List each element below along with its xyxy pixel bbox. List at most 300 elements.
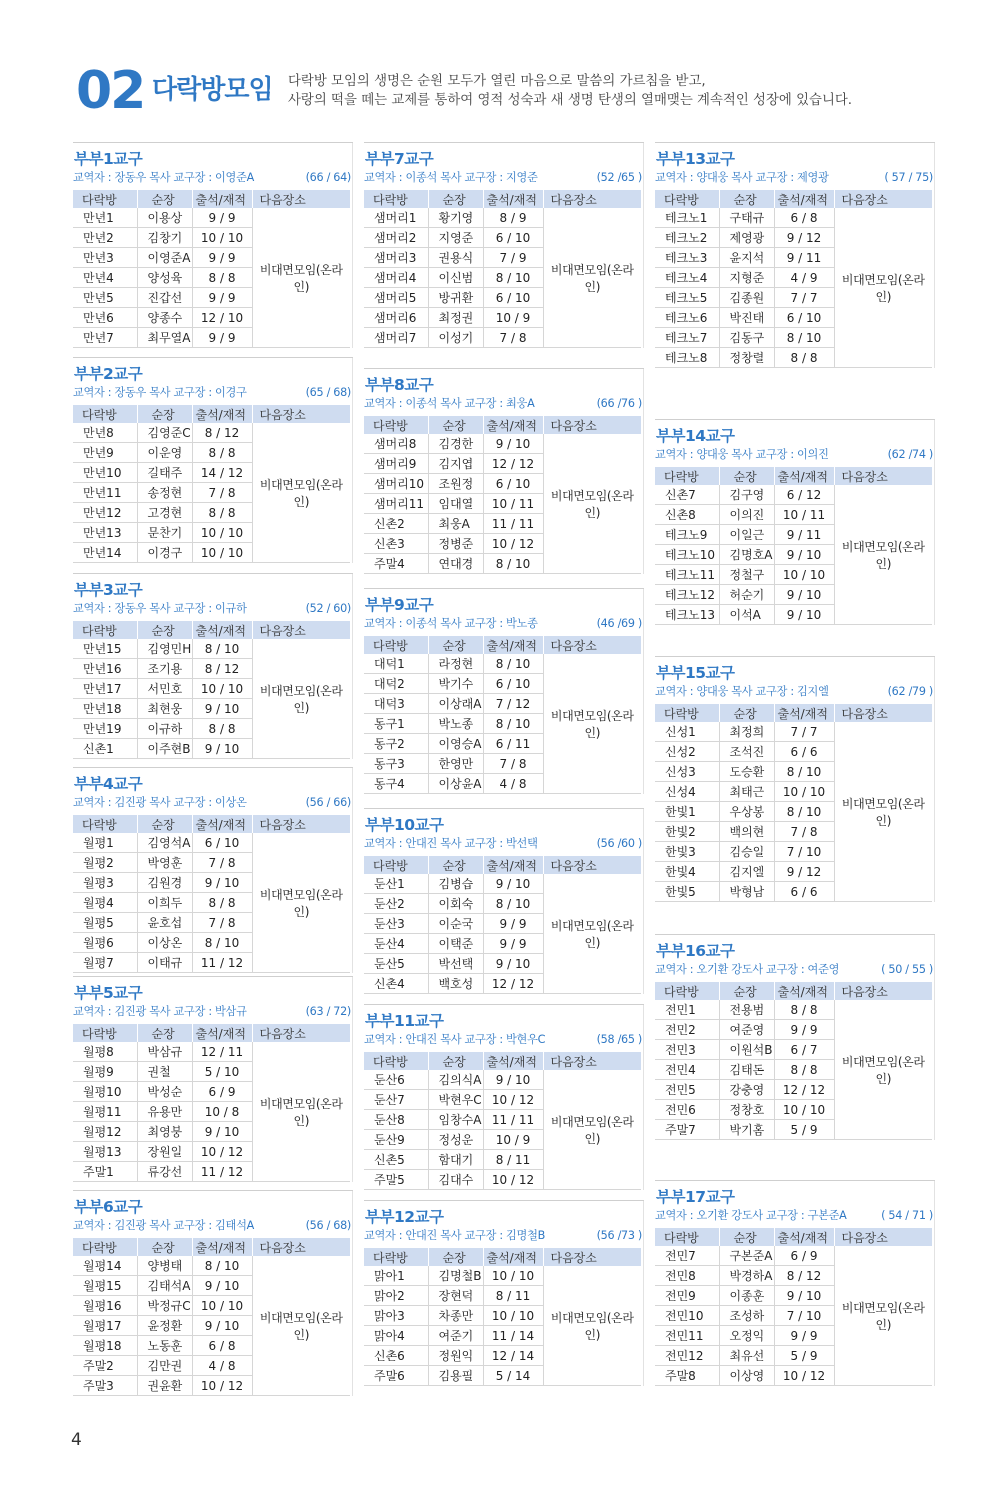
cell-attendance: 9 / 10: [483, 954, 543, 974]
cell-darakbang: 신촌3: [364, 534, 428, 554]
cell-leader: 김지엘: [719, 862, 774, 882]
header-darakbang: 다락방: [364, 636, 428, 654]
header-attendance: 출석/재적: [192, 1238, 252, 1256]
cell-darakbang: 동구3: [364, 754, 428, 774]
cell-darakbang: 한빛2: [655, 822, 719, 842]
cell-leader: 박정규C: [137, 1296, 192, 1316]
cell-darakbang: 전민4: [655, 1060, 719, 1080]
cell-attendance: 9 / 9: [483, 934, 543, 954]
header-darakbang: 다락방: [364, 190, 428, 208]
cell-attendance: 7 / 8: [192, 483, 252, 503]
cell-leader: 백의현: [719, 822, 774, 842]
cell-leader: 김명철B: [428, 1266, 483, 1286]
table-header-row: [364, 636, 641, 654]
cell-attendance: 12 / 10: [192, 308, 252, 328]
cell-darakbang: 만년8: [73, 423, 137, 443]
cell-leader: 최태근: [719, 782, 774, 802]
district-count: (63 / 72): [305, 1005, 351, 1018]
district-block: [73, 357, 353, 563]
cell-leader: 권용식: [428, 248, 483, 268]
header-place: 다음장소: [543, 1248, 641, 1266]
cell-attendance: 6 / 9: [774, 1246, 834, 1266]
district-staff: 교역자 : 장동우 목사 교구장 : 이영준A: [73, 171, 254, 184]
district-count: (56 / 68): [305, 1219, 351, 1232]
district-meta: [655, 446, 935, 463]
table-row: [364, 1070, 641, 1090]
cell-darakbang: 둔산8: [364, 1110, 428, 1130]
cell-darakbang: 샘머리9: [364, 454, 428, 474]
table-header-row: [364, 1248, 641, 1266]
cell-attendance: 10 / 10: [774, 782, 834, 802]
district-staff: 교역자 : 이종석 목사 교구장 : 지영준: [364, 171, 538, 184]
cell-darakbang: 만년2: [73, 228, 137, 248]
cell-attendance: 8 / 10: [774, 328, 834, 348]
cell-darakbang: 월평16: [73, 1296, 137, 1316]
cell-leader: 이영준A: [137, 248, 192, 268]
district-staff: 교역자 : 양대웅 목사 교구장 : 김지엘: [655, 685, 829, 698]
cell-darakbang: 만년15: [73, 639, 137, 659]
section-header: [76, 60, 956, 130]
table-row: [73, 639, 350, 659]
header-place: 다음장소: [252, 405, 350, 423]
cell-leader: 정원익: [428, 1346, 483, 1366]
cell-darakbang: 샘머리2: [364, 228, 428, 248]
cell-attendance: 14 / 12: [192, 463, 252, 483]
header-darakbang: 다락방: [364, 1052, 428, 1070]
header-attendance: 출석/재적: [483, 1248, 543, 1266]
cell-darakbang: 전민1: [655, 1000, 719, 1020]
cell-darakbang: 둔산6: [364, 1070, 428, 1090]
cell-darakbang: 동구4: [364, 774, 428, 794]
cell-attendance: 9 / 10: [483, 1070, 543, 1090]
header-darakbang: 다락방: [655, 982, 719, 1000]
cell-leader: 구태규: [719, 208, 774, 228]
cell-attendance: 6 / 10: [483, 474, 543, 494]
cell-leader: 김용필: [428, 1366, 483, 1386]
district-count: ( 54 / 71 ): [881, 1209, 933, 1222]
header-place: 다음장소: [252, 1024, 350, 1042]
cell-leader: 이의진: [719, 505, 774, 525]
header-leader: 순장: [137, 405, 192, 423]
cell-leader: 전용범: [719, 1000, 774, 1020]
cell-place: 비대면모임(온라인): [252, 1256, 350, 1396]
district-table: [364, 856, 642, 994]
cell-attendance: 6 / 10: [483, 674, 543, 694]
header-leader: 순장: [137, 621, 192, 639]
cell-leader: 정성운: [428, 1130, 483, 1150]
table-row: [655, 1000, 932, 1020]
header-leader: 순장: [137, 1024, 192, 1042]
cell-attendance: 10 / 12: [483, 534, 543, 554]
cell-place: 비대면모임(온라인): [252, 833, 350, 973]
header-leader: 순장: [428, 190, 483, 208]
cell-leader: 이상윤A: [428, 774, 483, 794]
district-table: [73, 1238, 351, 1396]
header-leader: 순장: [428, 416, 483, 434]
cell-leader: 류강선: [137, 1162, 192, 1182]
cell-attendance: 8 / 8: [192, 503, 252, 523]
header-place: 다음장소: [543, 1052, 641, 1070]
district-meta: [364, 1227, 644, 1244]
header-place: 다음장소: [543, 416, 641, 434]
cell-leader: 김동구: [719, 328, 774, 348]
cell-leader: 이상래A: [428, 694, 483, 714]
cell-attendance: 4 / 8: [483, 774, 543, 794]
header-place: 다음장소: [834, 1228, 932, 1246]
cell-leader: 김태석A: [137, 1276, 192, 1296]
cell-darakbang: 만년14: [73, 543, 137, 563]
header-leader: 순장: [719, 467, 774, 485]
cell-darakbang: 주말1: [73, 1162, 137, 1182]
cell-darakbang: 월평13: [73, 1142, 137, 1162]
district-table: [73, 1024, 351, 1182]
cell-darakbang: 맑아4: [364, 1326, 428, 1346]
district-title: 부부1교구: [74, 150, 143, 168]
cell-attendance: 12 / 14: [483, 1346, 543, 1366]
cell-place: 비대면모임(온라인): [252, 639, 350, 759]
cell-leader: 박진태: [719, 308, 774, 328]
cell-place: 비대면모임(온라인): [834, 485, 932, 625]
header-attendance: 출석/재적: [483, 1052, 543, 1070]
cell-attendance: 10 / 10: [774, 1100, 834, 1120]
table-row: [364, 1266, 641, 1286]
cell-leader: 김원경: [137, 873, 192, 893]
district-title: 부부15교구: [656, 664, 735, 682]
cell-leader: 최영붕: [137, 1122, 192, 1142]
district-block: [364, 808, 644, 994]
table-header-row: [364, 1052, 641, 1070]
district-title: 부부12교구: [365, 1208, 444, 1226]
district-staff: 교역자 : 이종석 목사 교구장 : 최웅A: [364, 397, 535, 410]
cell-darakbang: 대덕2: [364, 674, 428, 694]
cell-leader: 노동훈: [137, 1336, 192, 1356]
table-header-row: [655, 982, 932, 1000]
table-header-row: [655, 190, 932, 208]
cell-leader: 박노종: [428, 714, 483, 734]
cell-darakbang: 월평18: [73, 1336, 137, 1356]
district-title: 부부5교구: [74, 984, 143, 1002]
cell-leader: 양병태: [137, 1256, 192, 1276]
district-count: (62 /74 ): [887, 448, 933, 461]
district-table: [655, 982, 933, 1140]
cell-darakbang: 만년19: [73, 719, 137, 739]
cell-leader: 임대열: [428, 494, 483, 514]
cell-attendance: 10 / 10: [774, 565, 834, 585]
header-place: 다음장소: [543, 190, 641, 208]
cell-leader: 윤지석: [719, 248, 774, 268]
cell-leader: 조성하: [719, 1306, 774, 1326]
header-attendance: 출석/재적: [192, 1024, 252, 1042]
cell-leader: 이규하: [137, 719, 192, 739]
cell-place: 비대면모임(온라인): [834, 1246, 932, 1386]
cell-leader: 김구영: [719, 485, 774, 505]
cell-darakbang: 한빛4: [655, 862, 719, 882]
cell-darakbang: 둔산5: [364, 954, 428, 974]
district-block: [73, 142, 353, 348]
cell-attendance: 9 / 9: [192, 208, 252, 228]
cell-place: 비대면모임(온라인): [252, 423, 350, 563]
cell-darakbang: 샘머리4: [364, 268, 428, 288]
table-header-row: [73, 621, 350, 639]
district-block: [364, 588, 644, 794]
district-count: (66 / 64): [305, 171, 351, 184]
table-row: [73, 1042, 350, 1062]
cell-leader: 방귀환: [428, 288, 483, 308]
cell-darakbang: 테크노9: [655, 525, 719, 545]
cell-leader: 송정현: [137, 483, 192, 503]
district-meta: [73, 794, 353, 811]
cell-leader: 김종원: [719, 288, 774, 308]
district-table: [364, 1052, 642, 1190]
header-darakbang: 다락방: [364, 1248, 428, 1266]
cell-leader: 지형준: [719, 268, 774, 288]
district-table: [364, 1248, 642, 1386]
cell-attendance: 9 / 10: [774, 605, 834, 625]
cell-attendance: 11 / 11: [483, 1110, 543, 1130]
cell-darakbang: 둔산4: [364, 934, 428, 954]
cell-leader: 윤호섭: [137, 913, 192, 933]
cell-leader: 권윤환: [137, 1376, 192, 1396]
cell-leader: 김영석A: [137, 833, 192, 853]
cell-attendance: 9 / 9: [192, 248, 252, 268]
cell-attendance: 8 / 8: [774, 348, 834, 368]
cell-attendance: 6 / 10: [483, 228, 543, 248]
cell-attendance: 7 / 7: [774, 722, 834, 742]
district-meta: [364, 395, 644, 412]
cell-attendance: 7 / 8: [192, 853, 252, 873]
cell-leader: 최정희: [719, 722, 774, 742]
cell-leader: 박선택: [428, 954, 483, 974]
cell-attendance: 8 / 8: [774, 1000, 834, 1020]
cell-leader: 이석A: [719, 605, 774, 625]
cell-attendance: 10 / 9: [483, 308, 543, 328]
cell-darakbang: 샘머리8: [364, 434, 428, 454]
cell-leader: 박현우C: [428, 1090, 483, 1110]
district-table: [73, 815, 351, 973]
cell-attendance: 7 / 8: [774, 822, 834, 842]
cell-darakbang: 전민9: [655, 1286, 719, 1306]
cell-leader: 최웅A: [428, 514, 483, 534]
cell-attendance: 7 / 7: [774, 288, 834, 308]
cell-darakbang: 전민5: [655, 1080, 719, 1100]
cell-darakbang: 만년12: [73, 503, 137, 523]
cell-darakbang: 만년18: [73, 699, 137, 719]
district-block: [655, 656, 935, 902]
header-place: 다음장소: [543, 856, 641, 874]
district-staff: 교역자 : 김진광 목사 교구장 : 이상온: [73, 796, 247, 809]
cell-darakbang: 테크노1: [655, 208, 719, 228]
cell-leader: 윤정환: [137, 1316, 192, 1336]
cell-leader: 최정권: [428, 308, 483, 328]
cell-leader: 박삼규: [137, 1042, 192, 1062]
cell-attendance: 12 / 12: [483, 974, 543, 994]
cell-darakbang: 월평14: [73, 1256, 137, 1276]
cell-leader: 정창렬: [719, 348, 774, 368]
table-row: [73, 208, 350, 228]
district-block: [655, 1180, 935, 1386]
district-meta: [73, 169, 353, 186]
cell-attendance: 9 / 9: [774, 1020, 834, 1040]
header-darakbang: 다락방: [73, 815, 137, 833]
cell-leader: 김만권: [137, 1356, 192, 1376]
header-place: 다음장소: [543, 636, 641, 654]
cell-attendance: 9 / 10: [774, 1286, 834, 1306]
cell-darakbang: 둔산9: [364, 1130, 428, 1150]
district-block: [364, 1200, 644, 1386]
cell-attendance: 10 / 10: [192, 523, 252, 543]
header-attendance: 출석/재적: [774, 982, 834, 1000]
cell-leader: 이경구: [137, 543, 192, 563]
district-staff: 교역자 : 오기환 강도사 교구장 : 여준영: [655, 963, 840, 976]
cell-leader: 김지엽: [428, 454, 483, 474]
cell-darakbang: 전민8: [655, 1266, 719, 1286]
header-leader: 순장: [428, 856, 483, 874]
cell-leader: 조석진: [719, 742, 774, 762]
header-place: 다음장소: [834, 982, 932, 1000]
table-header-row: [73, 815, 350, 833]
cell-attendance: 10 / 11: [483, 494, 543, 514]
header-darakbang: 다락방: [73, 190, 137, 208]
cell-darakbang: 신촌4: [364, 974, 428, 994]
cell-attendance: 10 / 12: [192, 1142, 252, 1162]
cell-attendance: 8 / 12: [192, 659, 252, 679]
cell-leader: 김태돈: [719, 1060, 774, 1080]
cell-darakbang: 신성3: [655, 762, 719, 782]
cell-darakbang: 월평17: [73, 1316, 137, 1336]
header-darakbang: 다락방: [364, 856, 428, 874]
header-darakbang: 다락방: [73, 405, 137, 423]
cell-leader: 김영준C: [137, 423, 192, 443]
cell-darakbang: 전민10: [655, 1306, 719, 1326]
district-title: 부부7교구: [365, 150, 434, 168]
cell-attendance: 6 / 10: [483, 288, 543, 308]
cell-darakbang: 테크노2: [655, 228, 719, 248]
cell-darakbang: 주말7: [655, 1120, 719, 1140]
cell-darakbang: 주말8: [655, 1366, 719, 1386]
cell-attendance: 5 / 10: [192, 1062, 252, 1082]
header-leader: 순장: [428, 1052, 483, 1070]
cell-leader: 유용만: [137, 1102, 192, 1122]
cell-darakbang: 월평4: [73, 893, 137, 913]
cell-attendance: 8 / 10: [483, 714, 543, 734]
cell-place: 비대면모임(온라인): [543, 208, 641, 348]
district-staff: 교역자 : 김진광 목사 교구장 : 김태석A: [73, 1219, 254, 1232]
district-table: [364, 636, 642, 794]
cell-place: 비대면모임(온라인): [543, 874, 641, 994]
cell-leader: 김대수: [428, 1170, 483, 1190]
header-darakbang: 다락방: [655, 467, 719, 485]
cell-attendance: 12 / 11: [192, 1042, 252, 1062]
table-header-row: [364, 190, 641, 208]
cell-attendance: 7 / 10: [774, 1306, 834, 1326]
cell-attendance: 10 / 10: [483, 1266, 543, 1286]
cell-leader: 한영만: [428, 754, 483, 774]
header-leader: 순장: [428, 636, 483, 654]
cell-leader: 문찬기: [137, 523, 192, 543]
cell-leader: 양성육: [137, 268, 192, 288]
cell-attendance: 9 / 11: [774, 525, 834, 545]
district-title: 부부4교구: [74, 775, 143, 793]
cell-darakbang: 한빛1: [655, 802, 719, 822]
district-title: 부부8교구: [365, 376, 434, 394]
cell-leader: 박기홈: [719, 1120, 774, 1140]
cell-leader: 정병준: [428, 534, 483, 554]
cell-leader: 우상봉: [719, 802, 774, 822]
cell-darakbang: 테크노10: [655, 545, 719, 565]
cell-darakbang: 전민2: [655, 1020, 719, 1040]
cell-attendance: 7 / 10: [774, 842, 834, 862]
cell-leader: 제영광: [719, 228, 774, 248]
cell-darakbang: 만년10: [73, 463, 137, 483]
district-meta: [655, 961, 935, 978]
cell-leader: 김승일: [719, 842, 774, 862]
cell-darakbang: 맑아1: [364, 1266, 428, 1286]
cell-leader: 김명호A: [719, 545, 774, 565]
header-darakbang: 다락방: [73, 621, 137, 639]
cell-leader: 장원일: [137, 1142, 192, 1162]
cell-darakbang: 주말4: [364, 554, 428, 574]
header-attendance: 출석/재적: [483, 416, 543, 434]
cell-attendance: 6 / 6: [774, 742, 834, 762]
header-attendance: 출석/재적: [774, 1228, 834, 1246]
district-block: [73, 573, 353, 759]
cell-leader: 여준영: [719, 1020, 774, 1040]
district-meta: [364, 835, 644, 852]
cell-place: 비대면모임(온라인): [834, 208, 932, 368]
district-title: 부부14교구: [656, 427, 735, 445]
cell-leader: 강충영: [719, 1080, 774, 1100]
cell-darakbang: 만년4: [73, 268, 137, 288]
district-staff: 교역자 : 안대진 목사 교구장 : 김명철B: [364, 1229, 545, 1242]
header-place: 다음장소: [834, 190, 932, 208]
header-attendance: 출석/재적: [192, 621, 252, 639]
cell-darakbang: 샘머리5: [364, 288, 428, 308]
cell-darakbang: 샘머리7: [364, 328, 428, 348]
cell-darakbang: 월평5: [73, 913, 137, 933]
district-count: ( 57 / 75): [884, 171, 933, 184]
cell-attendance: 6 / 9: [192, 1082, 252, 1102]
district-count: (56 /73 ): [596, 1229, 642, 1242]
cell-darakbang: 주말2: [73, 1356, 137, 1376]
cell-attendance: 8 / 10: [192, 933, 252, 953]
cell-leader: 임창수A: [428, 1110, 483, 1130]
cell-attendance: 7 / 8: [483, 328, 543, 348]
cell-attendance: 9 / 10: [192, 699, 252, 719]
cell-leader: 권철: [137, 1062, 192, 1082]
header-place: 다음장소: [834, 467, 932, 485]
cell-attendance: 7 / 12: [483, 694, 543, 714]
cell-darakbang: 만년9: [73, 443, 137, 463]
district-count: (66 /76 ): [596, 397, 642, 410]
cell-leader: 길태주: [137, 463, 192, 483]
cell-leader: 이순국: [428, 914, 483, 934]
description-line-2: 사랑의 떡을 떼는 교제를 통하여 영적 성숙과 새 생명 탄생의 열매맺는 계속적인 성장에 있습니다.: [288, 93, 853, 108]
cell-attendance: 5 / 9: [774, 1346, 834, 1366]
table-row: [364, 208, 641, 228]
cell-darakbang: 둔산7: [364, 1090, 428, 1110]
cell-attendance: 8 / 12: [774, 1266, 834, 1286]
cell-leader: 이태규: [137, 953, 192, 973]
cell-leader: 김의식A: [428, 1070, 483, 1090]
cell-leader: 조기용: [137, 659, 192, 679]
cell-attendance: 8 / 11: [483, 1150, 543, 1170]
cell-leader: 최현웅: [137, 699, 192, 719]
cell-attendance: 9 / 12: [774, 862, 834, 882]
cell-attendance: 9 / 9: [192, 288, 252, 308]
header-leader: 순장: [719, 982, 774, 1000]
cell-attendance: 6 / 10: [774, 308, 834, 328]
cell-attendance: 10 / 8: [192, 1102, 252, 1122]
